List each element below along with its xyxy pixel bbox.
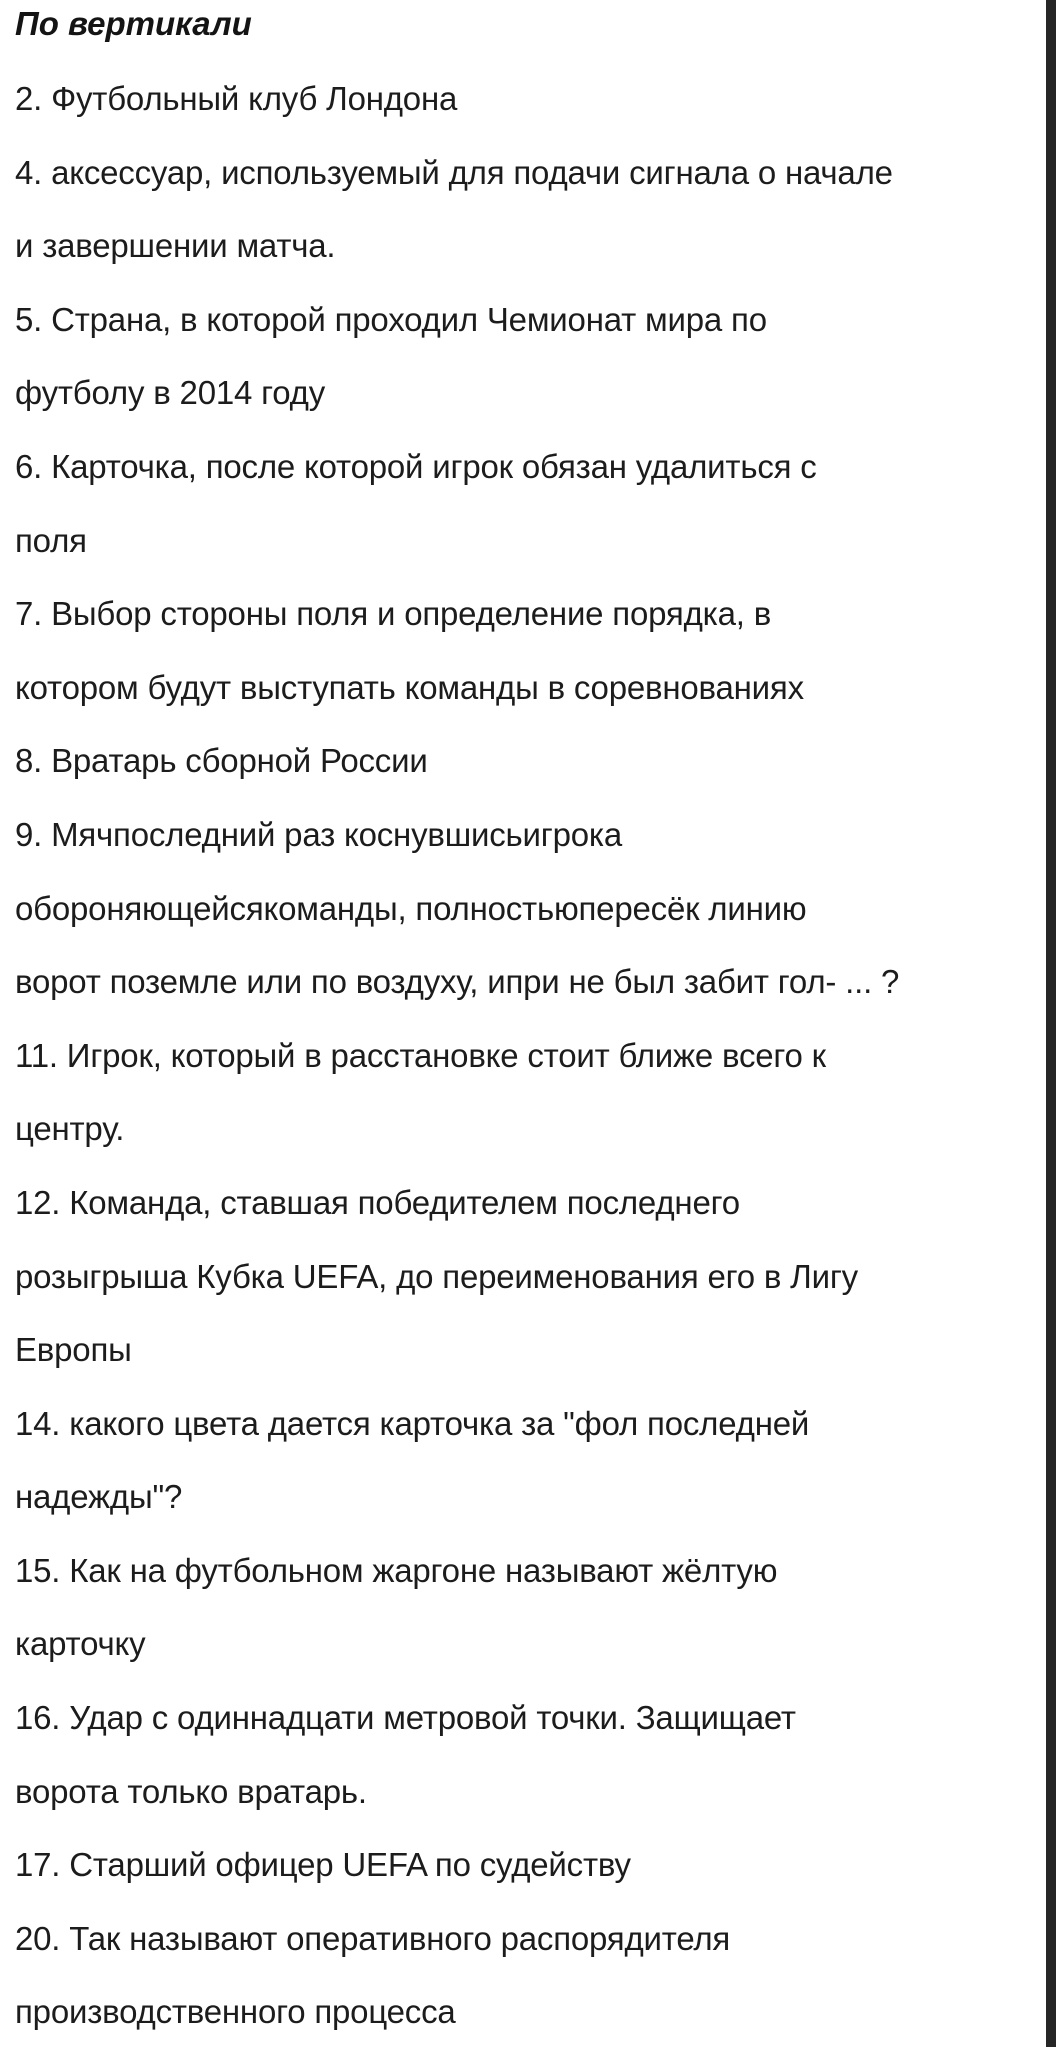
clue-line: производственного процесса: [15, 1993, 456, 2031]
clue-line: и завершении матча.: [15, 227, 336, 265]
clue-line: розыгрыша Кубка UEFA, до переименования его в Лигу: [15, 1257, 858, 1295]
clue-line: футболу в 2014 году: [15, 374, 326, 412]
clue-line: карточку: [15, 1625, 146, 1663]
section-heading: По вертикали: [15, 5, 252, 42]
clue-line: 16. Удар с одиннадцати метровой точки. Защищает: [15, 1699, 796, 1737]
clue-line: 4. аксессуар, используемый для подачи сигнала о начале: [15, 153, 893, 191]
clue-list: [15, 73, 1045, 2060]
clue-line: 9. Мячпоследний раз коснувшисьигрока: [15, 815, 623, 853]
clue-line: 14. какого цвета дается карточка за "фол последней: [15, 1404, 810, 1442]
clue-line: 6. Карточка, после которой игрок обязан удалиться с: [15, 447, 817, 485]
clue-line: 15. Как на футбольном жаргоне называют жёлтую: [15, 1551, 778, 1589]
clue-line: надежды"?: [15, 1478, 183, 1516]
clue-line: обороняющейсякоманды, полностьюпересёк линию: [15, 889, 807, 927]
clue-line: 5. Страна, в которой проходил Чемионат мира по: [15, 300, 767, 338]
clue-line: ворот поземле или по воздуху, ипри не был забит гол- ... ?: [15, 963, 900, 1001]
clue-line: 8. Вратарь сборной России: [15, 742, 428, 780]
clue-line: 20. Так называют оперативного распорядителя: [15, 1919, 731, 1957]
clue-line: ворота только вратарь.: [15, 1772, 367, 1810]
clue-line: центру.: [15, 1110, 125, 1148]
clue-line: 7. Выбор стороны поля и определение порядка, в: [15, 595, 772, 633]
clue-line: Европы: [15, 1331, 132, 1369]
clue-line: 12. Команда, ставшая победителем последнего: [15, 1183, 740, 1221]
clue-line: 17. Старший офицер UEFA по судейству: [15, 1846, 631, 1884]
clue-line: котором будут выступать команды в соревнованиях: [15, 668, 804, 706]
page-edge-bar: [1046, 0, 1056, 2047]
clue-line: 11. Игрок, который в расстановке стоит ближе всего к: [15, 1036, 826, 1074]
clue-line: 2. Футбольный клуб Лондона: [15, 80, 458, 117]
clue-line: поля: [15, 521, 87, 559]
